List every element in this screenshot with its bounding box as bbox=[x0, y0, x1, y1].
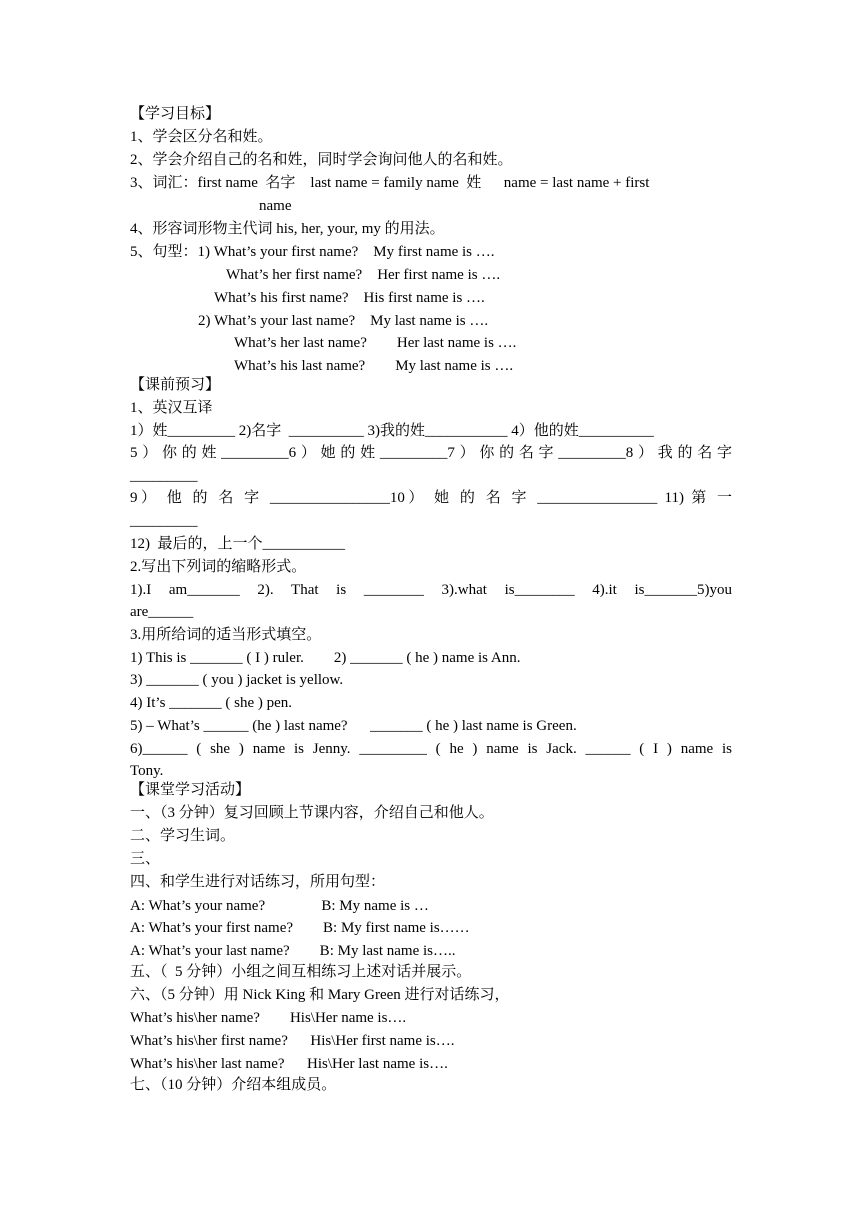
exercise-2-title: 2.写出下列词的缩略形式。 bbox=[130, 559, 307, 575]
exercise-1-line-2: 5）你的姓_________6）她的姓_________7）你的名字_________8）我的名字 bbox=[130, 445, 732, 461]
practice-line-1: What’s his\her name? His\Her name is…. bbox=[130, 1010, 407, 1026]
exercise-3-item-3: 3) _______ ( you ) jacket is yellow. bbox=[130, 672, 344, 688]
exercise-1-line-4: 12) 最后的，上一个___________ bbox=[130, 536, 345, 552]
pattern-line-her-first: What’s her first name? Her first name is …. bbox=[226, 267, 501, 283]
activity-1: 一、（3 分钟）复习回顾上节课内容，介绍自己和他人。 bbox=[130, 805, 494, 821]
exercise-3-item-1-2: 1) This is _______ ( I ) ruler. 2) _______ ( he ) name is Ann. bbox=[130, 650, 521, 666]
section-heading-learning-goals: 【学习目标】 bbox=[130, 106, 221, 122]
activity-4: 四、和学生进行对话练习，所用句型： bbox=[130, 874, 386, 890]
activity-5: 五、（ 5 分钟）小组之间互相练习上述对话并展示。 bbox=[130, 964, 472, 980]
exercise-1-title: 1、英汉互译 bbox=[130, 400, 213, 416]
pattern-line-his-first: What’s his first name? His first name is …. bbox=[214, 290, 485, 306]
exercise-1-line-1: 1）姓_________ 2)名字 __________ 3)我的姓___________ 4）他的姓__________ bbox=[130, 423, 654, 439]
practice-line-2: What’s his\her first name? His\Her first name is…. bbox=[130, 1033, 455, 1049]
activity-3: 三、 bbox=[130, 851, 161, 867]
exercise-1-line-2-blank: _________ bbox=[130, 468, 198, 484]
exercise-3-item-6-continued: Tony. bbox=[130, 763, 164, 779]
activity-2: 二、学习生词。 bbox=[130, 828, 236, 844]
goal-line-1: 1、学会区分名和姓。 bbox=[130, 129, 273, 145]
goal-line-2: 2、学会介绍自己的名和姓，同时学会询问他人的名和姓。 bbox=[130, 152, 513, 168]
exercise-2-line-1: 1).I am_______ 2). That is ________ 3).what is________ 4).it is_______5)you bbox=[130, 582, 732, 598]
dialogue-line-2: A: What’s your first name? B: My first name is…… bbox=[130, 920, 470, 936]
activity-7: 七、（10 分钟）介绍本组成员。 bbox=[130, 1077, 337, 1093]
exercise-2-line-2: are______ bbox=[130, 604, 194, 620]
exercise-3-item-5: 5) – What’s ______ (he ) last name? _______ ( he ) last name is Green. bbox=[130, 718, 577, 734]
goal-line-5-sentence-patterns: 5、句型：1) What’s your first name? My first name is …. bbox=[130, 244, 495, 260]
dialogue-line-1: A: What’s your name? B: My name is … bbox=[130, 898, 429, 914]
pattern-line-his-last: What’s his last name? My last name is …. bbox=[234, 358, 514, 374]
section-heading-preview: 【课前预习】 bbox=[130, 377, 221, 393]
activity-6: 六、（5 分钟）用 Nick King 和 Mary Green 进行对话练习， bbox=[130, 987, 510, 1003]
exercise-3-item-6: 6)______ ( she ) name is Jenny. _________ ( he ) name is Jack. ______ ( I ) name is bbox=[130, 741, 732, 757]
exercise-3-item-4: 4) It’s _______ ( she ) pen. bbox=[130, 695, 293, 711]
goal-line-4: 4、形容词形物主代词 his, her, your, my 的用法。 bbox=[130, 221, 445, 237]
pattern-line-your-last: 2) What’s your last name? My last name is …. bbox=[198, 313, 489, 329]
exercise-3-title: 3.用所给词的适当形式填空。 bbox=[130, 627, 322, 643]
pattern-line-her-last: What’s her last name? Her last name is …. bbox=[234, 335, 517, 351]
goal-line-3-continued: name bbox=[259, 198, 292, 214]
practice-line-3: What’s his\her last name? His\Her last name is…. bbox=[130, 1056, 448, 1072]
goal-line-3-vocabulary: 3、词汇：first name 名字 last name = family name 姓 name = last name + first bbox=[130, 175, 650, 191]
exercise-1-line-3: 9） 他 的 名 字 ________________10） 她 的 名 字 ________________ 11) 第 一 bbox=[130, 490, 732, 506]
exercise-1-line-3-blank: _________ bbox=[130, 513, 198, 529]
section-heading-class-activities: 【课堂学习活动】 bbox=[130, 782, 251, 798]
dialogue-line-3: A: What’s your last name? B: My last name is….. bbox=[130, 943, 456, 959]
